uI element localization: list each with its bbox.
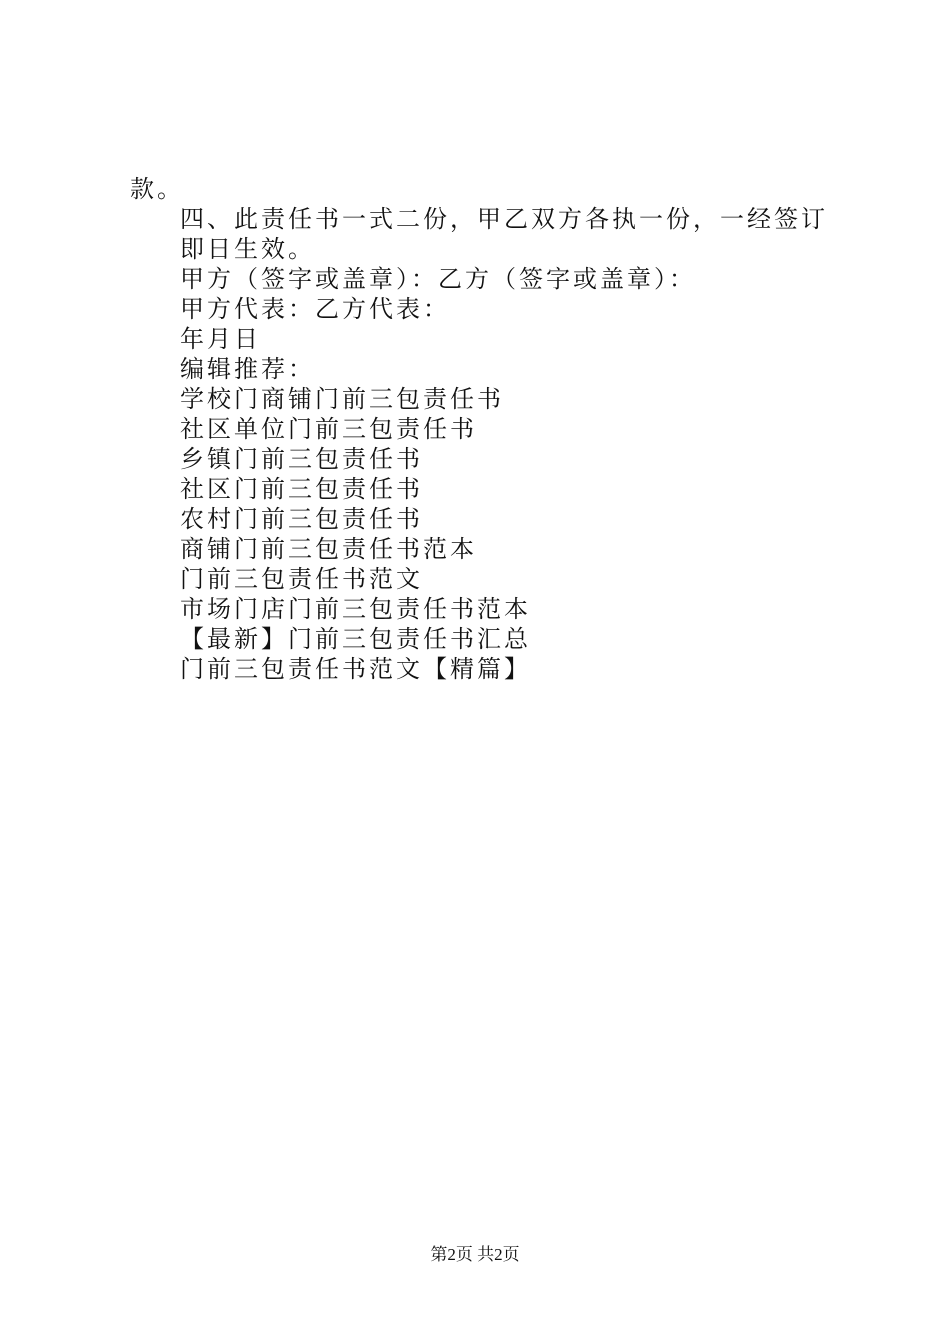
recommend-item: 门前三包责任书范文【精篇】 — [180, 655, 531, 683]
text-line-clause-four: 四、此责任书一式二份，甲乙双方各执一份，一经签订即日生效。 — [180, 205, 828, 263]
text-line-recommend-heading: 编辑推荐： — [180, 355, 315, 383]
page-footer — [0, 1244, 950, 1266]
recommend-item: 市场门店门前三包责任书范本 — [180, 595, 531, 623]
recommend-item: 农村门前三包责任书 — [180, 505, 423, 533]
text-line-representatives: 甲方代表：乙方代表： — [180, 295, 450, 323]
page-number: 第2页 共2页 — [430, 1245, 520, 1264]
text-line-continuation: 款。 — [130, 175, 184, 203]
recommend-item: 商铺门前三包责任书范本 — [180, 535, 477, 563]
document-body — [130, 174, 830, 684]
text-line-date: 年月日 — [180, 325, 261, 353]
text-line-signature-parties: 甲方（签字或盖章）：乙方（签字或盖章）： — [180, 265, 696, 293]
recommend-item: 【最新】门前三包责任书汇总 — [180, 625, 531, 653]
recommend-item: 社区门前三包责任书 — [180, 475, 423, 503]
recommend-item: 学校门商铺门前三包责任书 — [180, 385, 504, 413]
recommend-item: 门前三包责任书范文 — [180, 565, 423, 593]
recommend-item: 社区单位门前三包责任书 — [180, 415, 477, 443]
recommend-item: 乡镇门前三包责任书 — [180, 445, 423, 473]
